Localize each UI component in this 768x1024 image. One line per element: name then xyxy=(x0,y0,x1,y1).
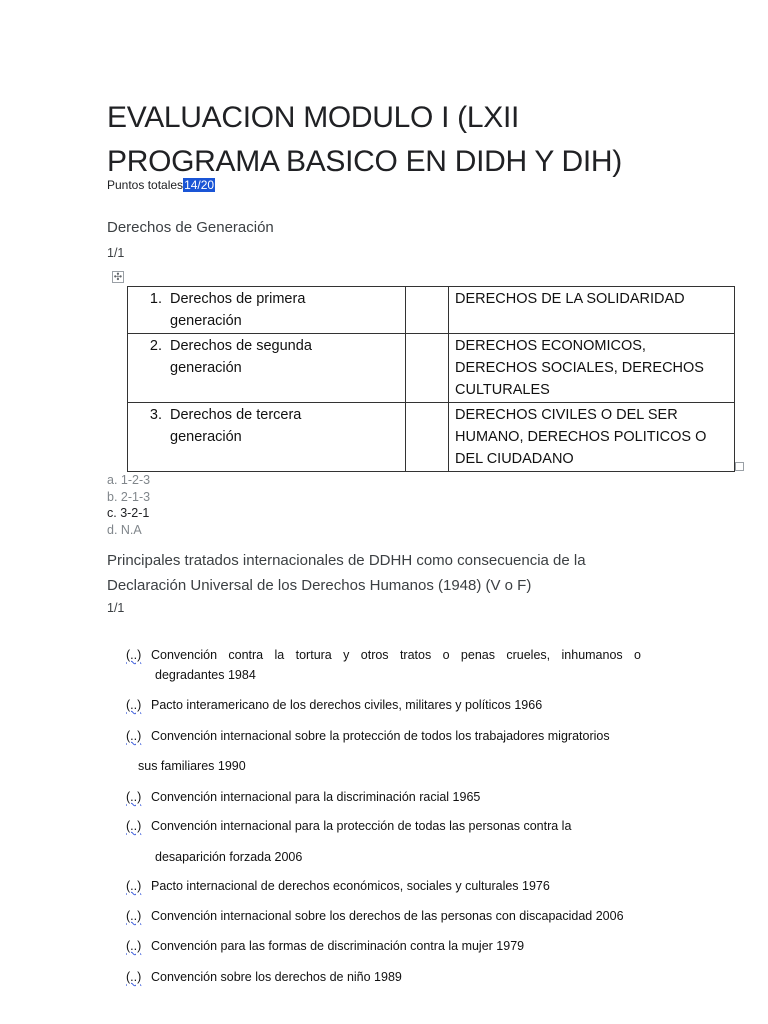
list-item-continuation: desaparición forzada 2006 xyxy=(155,850,303,864)
answer-mark[interactable]: (..) xyxy=(126,648,142,662)
page-title-line2: PROGRAMA BASICO EN DIDH Y DIH) xyxy=(107,145,622,178)
answer-mark[interactable]: (..) xyxy=(126,729,142,743)
question2-title-line1: Principales tratados internacionales de DDHH como consecuencia de la xyxy=(107,552,586,569)
list-item xyxy=(126,819,571,833)
question2-score: 1/1 xyxy=(107,601,125,615)
table-cell-empty xyxy=(406,334,449,403)
list-item xyxy=(126,648,641,662)
answer-mark[interactable]: (..) xyxy=(126,970,142,984)
question1-options xyxy=(107,472,150,538)
answer-mark[interactable]: (..) xyxy=(126,790,142,804)
list-item-text: Convención para las formas de discriminación contra la mujer 1979 xyxy=(151,939,525,953)
row-left-line1: Derechos de tercera xyxy=(170,407,302,423)
table-row xyxy=(128,287,735,334)
answer-mark[interactable]: (..) xyxy=(126,939,142,953)
list-item xyxy=(126,879,550,893)
option-c-selected[interactable]: c. 3-2-1 xyxy=(107,506,150,520)
list-item-text: Convención sobre los derechos de niño 1989 xyxy=(151,970,402,984)
table-cell-right: DERECHOS CIVILES O DEL SER HUMANO, DERECHOS POLITICOS O DEL CIUDADANO xyxy=(449,403,735,472)
total-points xyxy=(107,178,215,192)
generations-table xyxy=(127,286,735,472)
row-left-line1: Derechos de primera xyxy=(170,291,306,307)
row-number: 2. xyxy=(149,338,162,354)
table-cell-empty xyxy=(406,287,449,334)
total-points-label: Puntos totales xyxy=(107,178,184,192)
page-title xyxy=(107,96,707,184)
table-cell-right: DERECHOS DE LA SOLIDARIDAD xyxy=(449,287,735,334)
answer-mark[interactable]: (..) xyxy=(126,819,142,833)
table-row xyxy=(128,403,735,472)
list-item-text: Convención internacional sobre la protección de todos los trabajadores migratorios xyxy=(151,729,610,743)
table-resize-handle[interactable] xyxy=(735,462,744,471)
answer-mark[interactable]: (..) xyxy=(126,698,142,712)
list-item-text: Pacto interamericano de los derechos civiles, militares y políticos 1966 xyxy=(151,698,543,712)
list-item-text: Convención contra la tortura y otros tratos o penas crueles, inhumanos o xyxy=(151,648,641,662)
list-item-text: Convención internacional sobre los derechos de las personas con discapacidad 2006 xyxy=(151,909,624,923)
question2-title xyxy=(107,548,586,598)
list-item xyxy=(126,939,524,953)
list-item xyxy=(126,790,480,804)
list-item xyxy=(126,729,610,743)
list-item xyxy=(126,909,624,923)
row-number: 3. xyxy=(149,407,162,423)
list-item-text: Convención internacional para la protección de todas las personas contra la xyxy=(151,819,572,833)
list-item xyxy=(126,970,402,984)
table-move-handle-icon[interactable]: ✣ xyxy=(113,272,123,283)
row-left-line2: generación xyxy=(170,313,242,329)
option-a[interactable]: a. 1-2-3 xyxy=(107,473,151,487)
row-left-line2: generación xyxy=(170,429,242,445)
page-title-line1: EVALUACION MODULO I (LXII xyxy=(107,101,520,134)
option-d[interactable]: d. N.A xyxy=(107,522,142,537)
row-number: 1. xyxy=(149,291,162,307)
table-cell-left xyxy=(128,334,406,403)
question2-title-line2: Declaración Universal de los Derechos Humanos (1948) (V o F) xyxy=(107,577,532,594)
table-cell-right: DERECHOS ECONOMICOS, DERECHOS SOCIALES, DERECHOS CULTURALES xyxy=(449,334,735,403)
option-b[interactable]: b. 2-1-3 xyxy=(107,489,151,504)
table-cell-empty xyxy=(406,403,449,472)
list-item-continuation: sus familiares 1990 xyxy=(138,759,246,773)
table-cell-left xyxy=(128,287,406,334)
list-item-text: Convención internacional para la discriminación racial 1965 xyxy=(151,790,481,804)
table-cell-left xyxy=(128,403,406,472)
list-item-continuation: degradantes 1984 xyxy=(155,668,256,682)
question1-score: 1/1 xyxy=(107,246,125,260)
list-item xyxy=(126,698,542,712)
list-item-text: Pacto internacional de derechos económicos, sociales y culturales 1976 xyxy=(151,879,550,893)
answer-mark[interactable]: (..) xyxy=(126,909,142,923)
row-left-line2: generación xyxy=(170,360,242,376)
table-row xyxy=(128,334,735,403)
row-left-line1: Derechos de segunda xyxy=(170,338,312,354)
question1-title: Derechos de Generación xyxy=(107,219,274,236)
total-points-value: 14/20 xyxy=(184,178,215,192)
answer-mark[interactable]: (..) xyxy=(126,879,142,893)
